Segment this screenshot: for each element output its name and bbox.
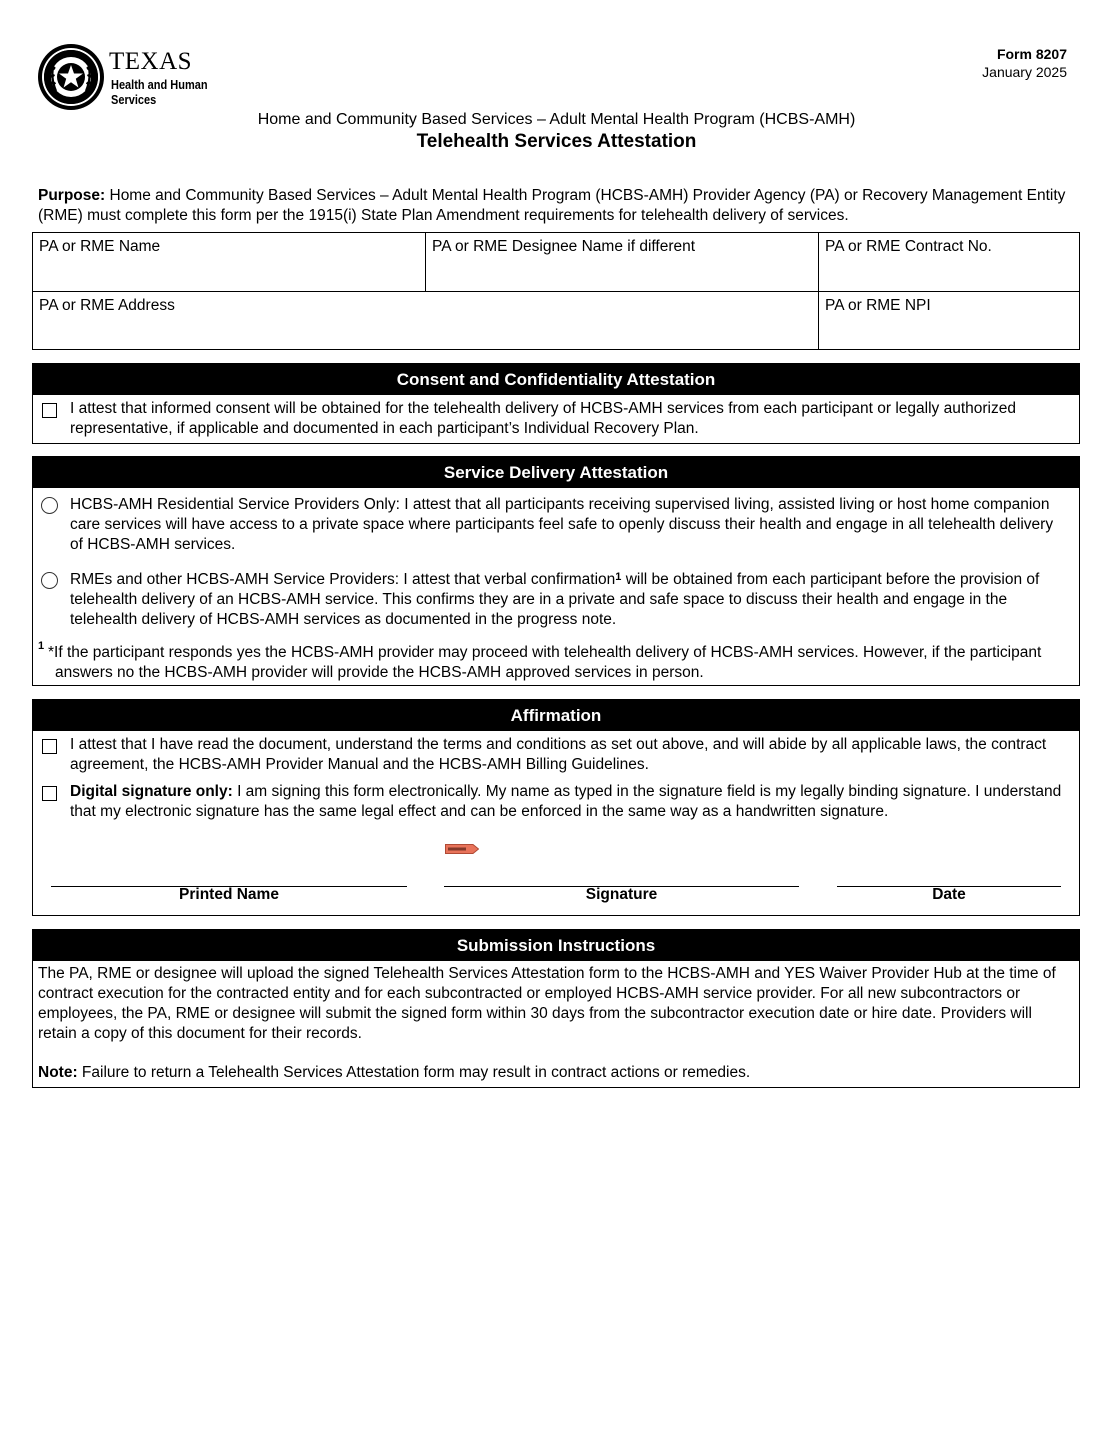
digital-signature-text	[70, 782, 1070, 822]
submission-note	[38, 1063, 1073, 1083]
program-name: Home and Community Based Services – Adult Mental Health Program (HCBS-AMH)	[257, 111, 856, 128]
purpose-statement	[38, 186, 1083, 226]
designee-name-label: PA or RME Designee Name if different	[432, 238, 696, 255]
address-field[interactable]	[33, 292, 819, 349]
footnote-reference: 1	[615, 571, 622, 583]
note-label: Note:	[38, 1064, 78, 1081]
consent-heading: Consent and Confidentiality Attestation	[33, 364, 1079, 395]
address-label: PA or RME Address	[39, 297, 175, 314]
logo-subtitle-line2: Services	[111, 93, 157, 107]
form-number: Form 8207	[996, 46, 1067, 62]
residential-providers-text: HCBS-AMH Residential Service Providers Only: I attest that all participants receiving supervised living, assisted living or host home companion care services will have access to a private space where participants feel safe to openly discuss their health and engage in all telehealth delivery of HCBS-AMH services.	[70, 496, 1054, 553]
footnote-body: *If the participant responds yes the HCBS-AMH provider may proceed with telehealth delivery of HCBS-AMH services. However, if the participant answers no the HCBS-AMH provider will provide the HCBS-AMH approved services in person.	[48, 644, 1042, 681]
pa-rme-name-field[interactable]	[33, 233, 426, 292]
designee-name-field[interactable]	[426, 233, 819, 292]
attest-read-text: I attest that I have read the document, understand the terms and conditions as set out above, and will abide by all applicable laws, the contract agreement, the HCBS-AMH Provider Manual and the HCBS-AMH Billing Guidelines.	[70, 736, 1047, 773]
footnote-text	[48, 643, 1048, 683]
digital-signature-body: I am signing this form electronically. My name as typed in the signature field is my legally binding signature. I understand that my electronic signature has the same legal effect and can be enforced in the same way as a handwritten signature.	[70, 783, 1062, 820]
rme-providers-text-part1: RMEs and other HCBS-AMH Service Providers: I attest that verbal confirmation	[70, 571, 616, 588]
note-text: Failure to return a Telehealth Services Attestation form may result in contract actions or remedies.	[77, 1064, 751, 1081]
date-label: Date	[932, 886, 966, 903]
rme-providers-text-part2: will be obtained from each participant before the provision of telehealth delivery of an HCBS-AMH service. This confirms they are in a private and safe space to discuss their health and engage in the telehealth delivery of HCBS-AMH services as documented in the progress note.	[70, 571, 1040, 628]
attest-read-checkbox[interactable]	[42, 739, 57, 754]
logo-subtitle-line1: Health and Human	[111, 78, 208, 92]
service-delivery-heading: Service Delivery Attestation	[33, 457, 1079, 488]
printed-name-label: Printed Name	[179, 886, 279, 903]
form-date: January 2025	[982, 64, 1067, 80]
submission-body: The PA, RME or designee will upload the signed Telehealth Services Attestation form to the HCBS-AMH and YES Waiver Provider Hub at the time of contract execution for the contracted entity and for each subcontracted or employed HCBS-AMH service provider. For all new subcontractors or employees, the PA, RME or designee will submit the signed form within 30 days from the subcontractor execution date or hire date. Providers will retain a copy of this document for their records.	[38, 965, 1056, 1042]
residential-providers-radio[interactable]	[41, 497, 58, 514]
digital-signature-checkbox[interactable]	[42, 786, 57, 801]
texas-seal-icon	[36, 41, 106, 113]
purpose-label: Purpose:	[38, 187, 106, 204]
logo-name: TEXAS	[109, 48, 193, 75]
signature-label: Signature	[585, 886, 658, 903]
sign-here-tag-icon[interactable]	[445, 844, 479, 854]
affirmation-heading: Affirmation	[33, 700, 1079, 731]
rme-providers-text	[70, 570, 1070, 630]
contract-no-label: PA or RME Contract No.	[825, 238, 992, 255]
submission-heading: Submission Instructions	[33, 930, 1079, 961]
logo-subtitle	[111, 78, 208, 108]
npi-label: PA or RME NPI	[825, 297, 931, 314]
consent-checkbox[interactable]	[42, 403, 57, 418]
rme-providers-radio[interactable]	[41, 572, 58, 589]
provider-info-table	[32, 232, 1080, 350]
consent-text: I attest that informed consent will be obtained for the telehealth delivery of HCBS-AMH services from each participant or legally authorized representative, if applicable and documented in each participant’s Individual Recovery Plan.	[70, 400, 1016, 437]
footnote-mark: 1	[38, 640, 45, 652]
contract-no-field[interactable]	[819, 233, 1079, 292]
purpose-text: Home and Community Based Services – Adult Mental Health Program (HCBS-AMH) Provider Agency (PA) or Recovery Management Entity (RME) must complete this form per the 1915(i) State Plan Amendment requirements for telehealth delivery of services.	[38, 187, 1066, 224]
digital-signature-label: Digital signature only:	[70, 783, 233, 800]
npi-field[interactable]	[819, 292, 1079, 349]
hhs-logo	[36, 41, 226, 113]
pa-rme-name-label: PA or RME Name	[39, 238, 161, 255]
page-title: Telehealth Services Attestation	[416, 131, 697, 152]
